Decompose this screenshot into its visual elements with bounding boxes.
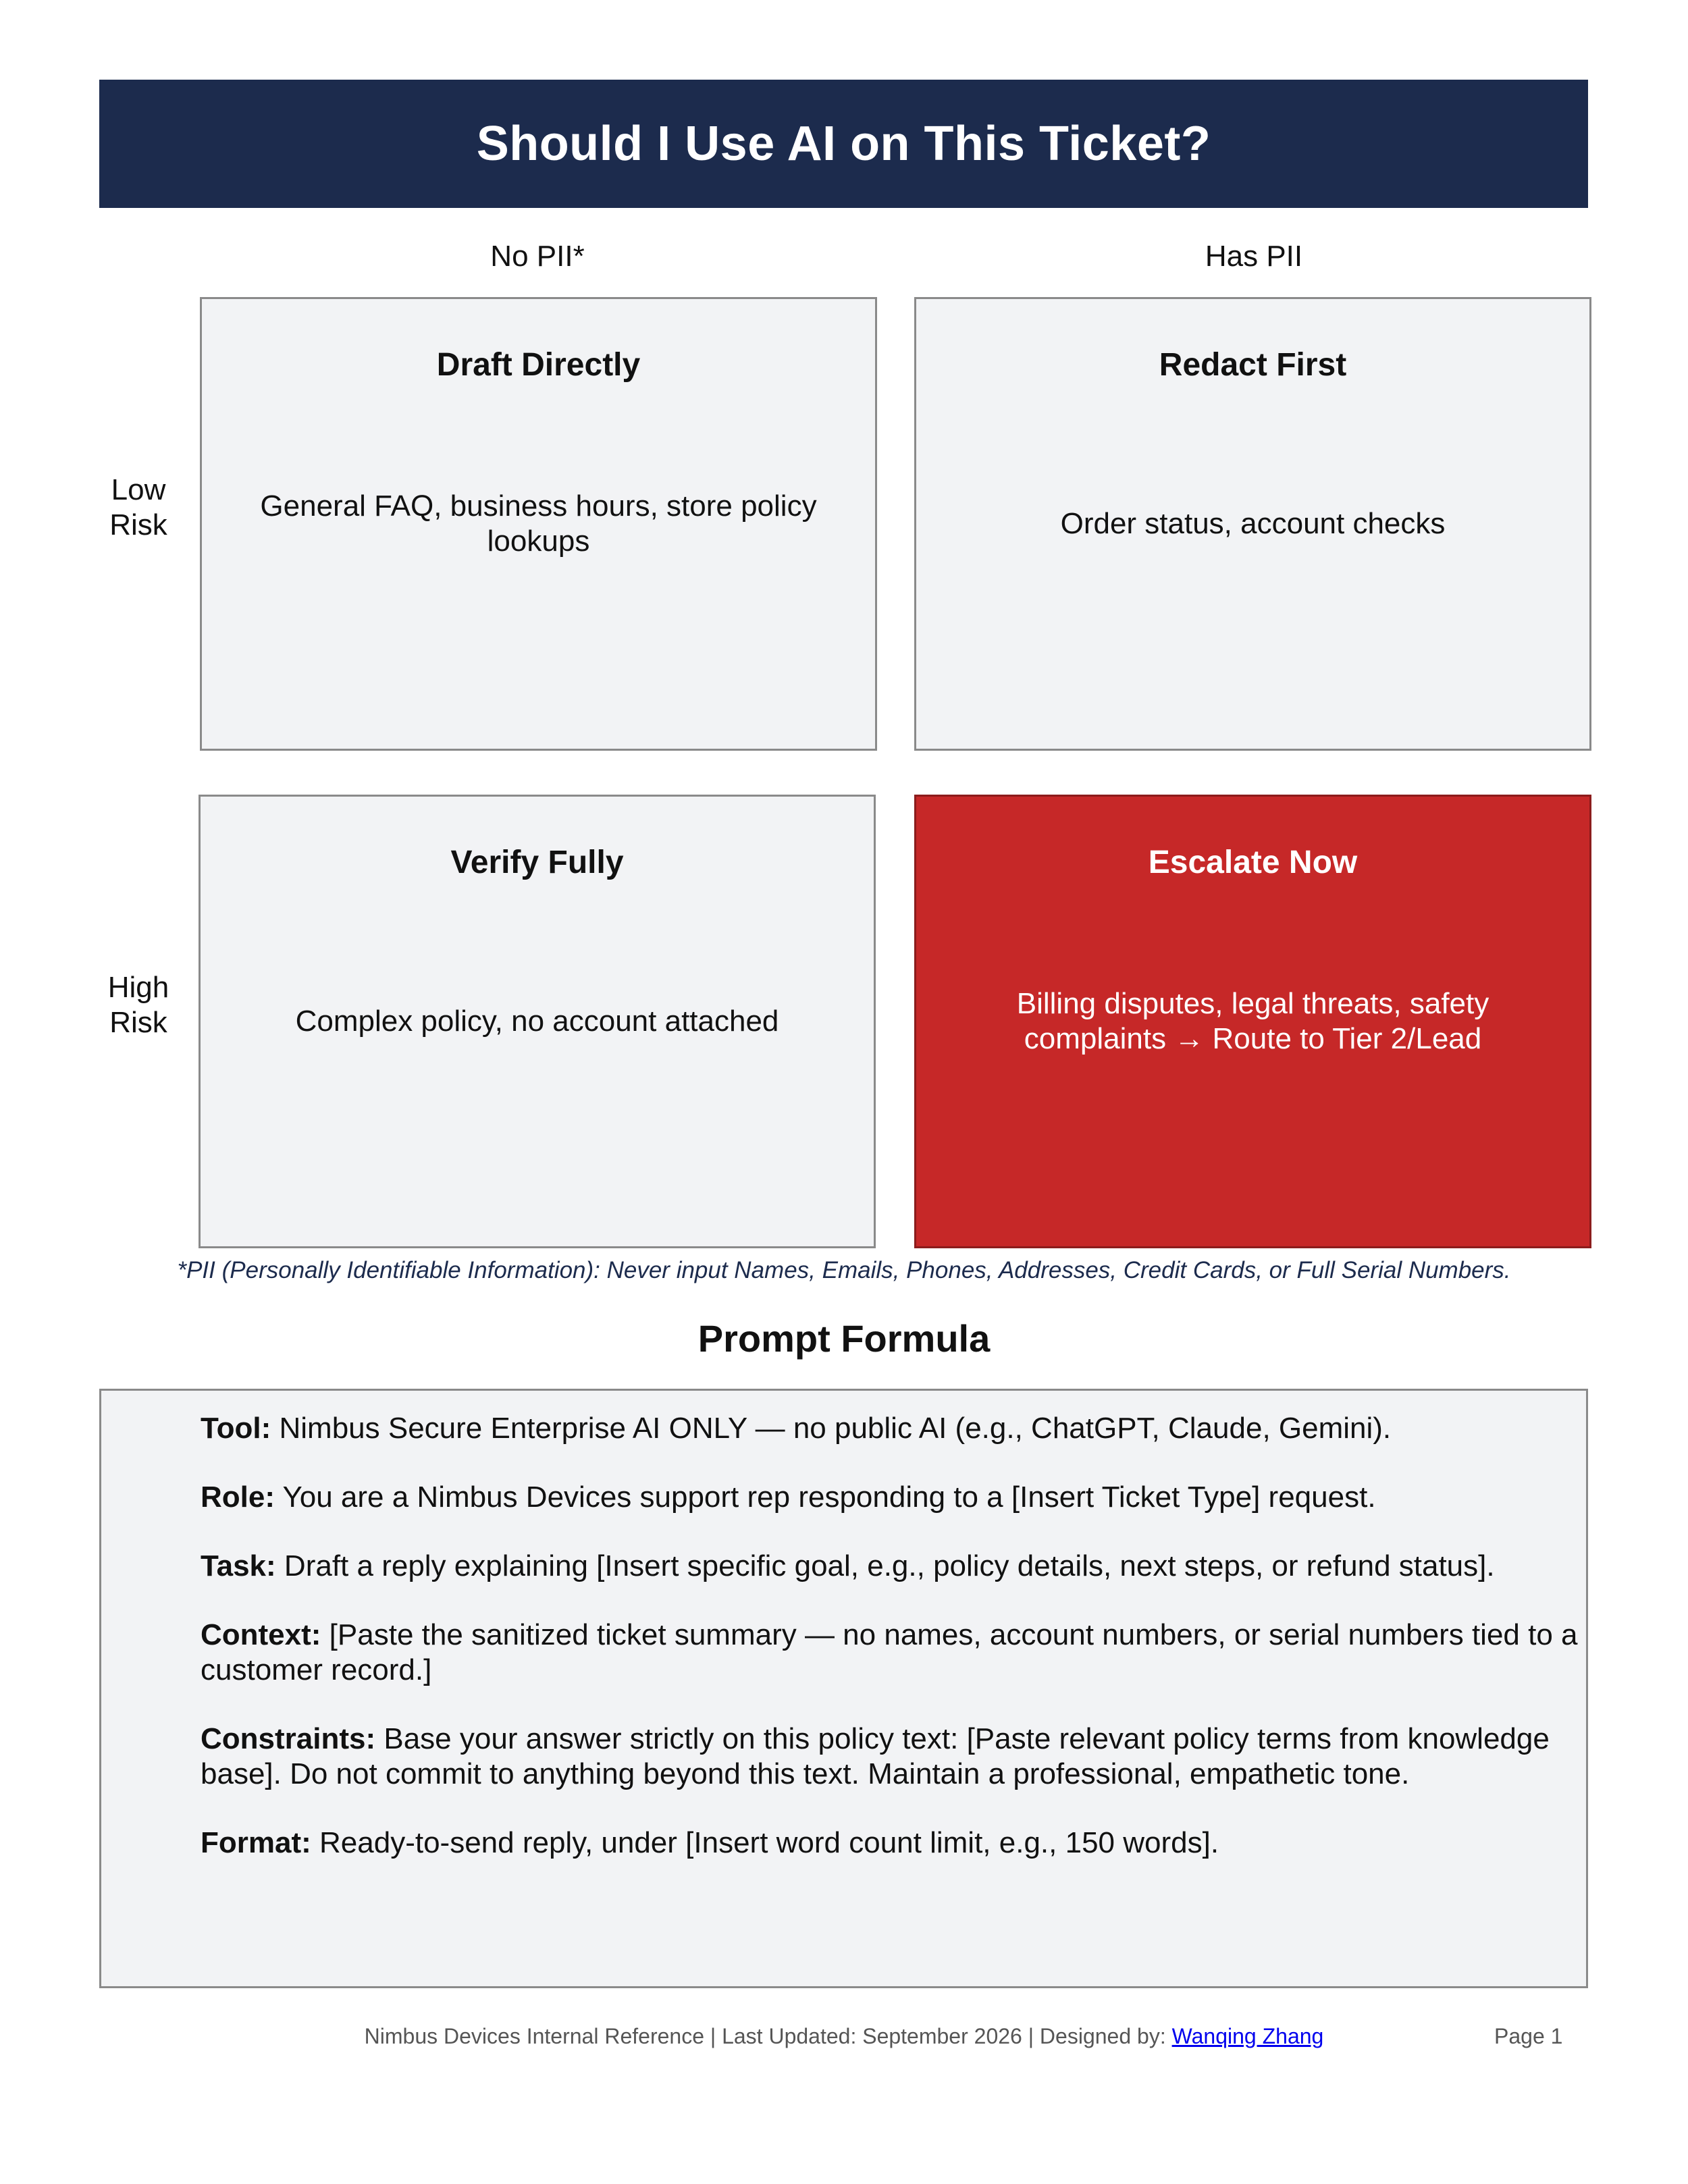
row-header-line: Risk bbox=[109, 508, 167, 541]
formula-text: Draft a reply explaining [Insert specific goal, e.g., policy details, next steps, or refund status]. bbox=[284, 1549, 1495, 1582]
formula-label: Tool: bbox=[201, 1412, 271, 1445]
formula-label: Role: bbox=[201, 1481, 275, 1514]
author-link[interactable]: Wanqing Zhang bbox=[1171, 2024, 1324, 2048]
quadrant-title: Redact First bbox=[1159, 347, 1347, 383]
quadrant-description: General FAQ, business hours, store policy lookups bbox=[260, 489, 817, 558]
quadrant-verify-fully bbox=[199, 795, 876, 1248]
header-banner bbox=[99, 80, 1588, 208]
formula-label: Task: bbox=[201, 1549, 276, 1582]
formula-item-tool bbox=[201, 1411, 1585, 1446]
quadrant-title: Draft Directly bbox=[436, 347, 641, 383]
prompt-formula-list bbox=[201, 1411, 1585, 1894]
formula-item-role bbox=[201, 1480, 1585, 1515]
formula-label: Context: bbox=[201, 1618, 321, 1651]
column-header-has-pii: Has PII bbox=[1205, 240, 1303, 273]
formula-text: Ready-to-send reply, under [Insert word count limit, e.g., 150 words]. bbox=[319, 1826, 1219, 1859]
footer-reference bbox=[0, 2024, 1688, 2049]
formula-label: Constraints: bbox=[201, 1722, 376, 1755]
formula-text: Base your answer strictly on this policy text: [Paste relevant policy terms from knowledge base]. Do not commit to anything beyond this text. Maintain a professional, empathetic tone. bbox=[201, 1722, 1550, 1790]
column-header-no-pii: No PII* bbox=[490, 240, 585, 273]
row-header-high-risk bbox=[81, 970, 196, 1040]
page-number: Page 1 bbox=[1494, 2024, 1563, 2048]
footer-text: Nimbus Devices Internal Reference | Last Updated: September 2026 | Designed by: bbox=[364, 2024, 1166, 2048]
quadrant-description: Order status, account checks bbox=[1060, 507, 1446, 540]
row-header-line: High bbox=[107, 971, 169, 1004]
formula-label: Format: bbox=[201, 1826, 311, 1859]
row-header-line: Risk bbox=[109, 1006, 167, 1039]
row-header-line: Low bbox=[111, 473, 166, 506]
formula-text: [Paste the sanitized ticket summary — no names, account numbers, or serial numbers tied to a customer record.] bbox=[201, 1618, 1578, 1686]
pii-footnote: *PII (Personally Identifiable Information): Never input Names, Emails, Phones, Addresses, Credit Cards, or Full Serial Numbers. bbox=[177, 1257, 1511, 1283]
quadrant-redact-first bbox=[914, 297, 1591, 751]
row-header-low-risk bbox=[81, 473, 196, 543]
prompt-formula-title: Prompt Formula bbox=[697, 1317, 991, 1360]
quadrant-draft-directly bbox=[200, 297, 877, 751]
quadrant-description: Complex policy, no account attached bbox=[295, 1005, 779, 1038]
formula-item-constraints bbox=[201, 1722, 1585, 1792]
quadrant-escalate-now bbox=[914, 795, 1591, 1248]
quadrant-description: Billing disputes, legal threats, safety complaints → Route to Tier 2/Lead bbox=[1016, 987, 1489, 1055]
formula-item-task bbox=[201, 1549, 1585, 1584]
formula-text: Nimbus Secure Enterprise AI ONLY — no public AI (e.g., ChatGPT, Claude, Gemini). bbox=[279, 1412, 1392, 1445]
formula-item-context bbox=[201, 1618, 1585, 1688]
prompt-formula-box bbox=[99, 1389, 1588, 1988]
quadrant-title: Verify Fully bbox=[450, 845, 624, 880]
formula-item-format bbox=[201, 1826, 1585, 1861]
formula-text: You are a Nimbus Devices support rep responding to a [Insert Ticket Type] request. bbox=[282, 1481, 1376, 1514]
quadrant-title: Escalate Now bbox=[1148, 845, 1358, 880]
page-title: Should I Use AI on This Ticket? bbox=[476, 117, 1211, 171]
